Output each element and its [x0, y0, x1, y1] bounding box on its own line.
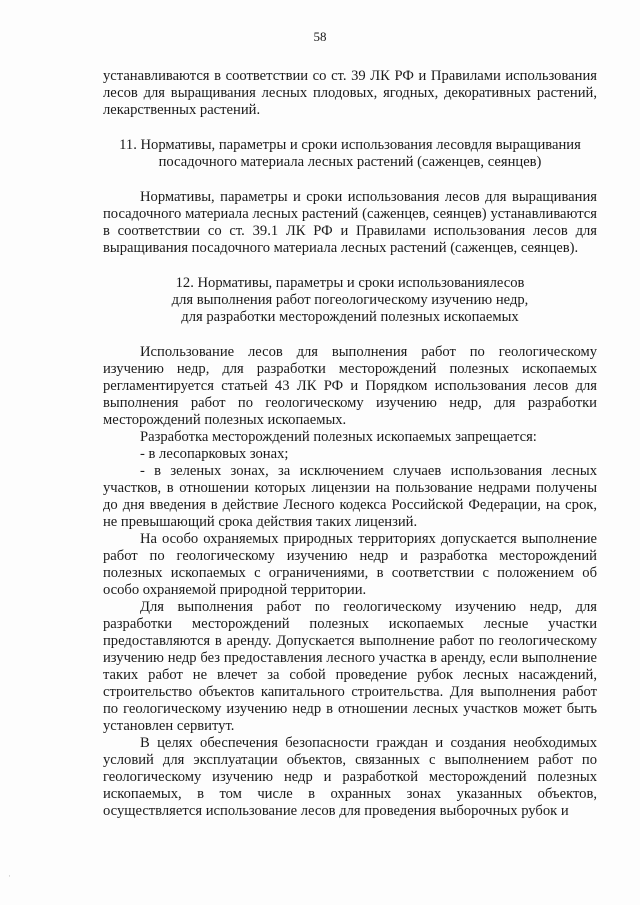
section-11-heading-line-1: 11. Нормативы, параметры и сроки использования лесовдля выращивания: [119, 137, 581, 153]
scan-margin-mark: ·: [8, 871, 11, 881]
section-12-paragraph-5: В целях обеспечения безопасности граждан и создания необходимых условий для эксплуатации объектов, связанных с выполнением работ по геологическому изучению недр и разработкой месторождений полезных ископаемых, в том числе в охранных зонах указанных объектов, осуществляется использование лесов для проведения выборочных рубок и: [103, 735, 597, 819]
page-number: 58: [313, 29, 327, 44]
section-11-heading-line-2: посадочного материала лесных растений (саженцев, сеянцев): [158, 154, 542, 170]
list-item-green-zones: - в зеленых зонах, за исключением случаев использования лесных участков, в отношении которых лицензии на пользование недрами получены до дня введения в действие Лесного кодекса Российской Федерации, на срок, не превышающий срока действия таких лицензий.: [103, 463, 597, 530]
section-12-paragraph-3: На особо охраняемых природных территориях допускается выполнение работ по геологическому изучению недр и разработка месторождений полезных ископаемых с ограничениями, в соответствии с положением об особо охраняемой природной территории.: [103, 531, 597, 598]
page-content: [103, 68, 597, 820]
continuation-paragraph: устанавливаются в соответствии со ст. 39 ЛК РФ и Правилами использования лесов для выращивания лесных плодовых, ягодных, декоративных растений, лекарственных растений.: [103, 68, 597, 118]
list-item-forest-park-zones: - в лесопарковых зонах;: [140, 446, 289, 462]
section-11-paragraph: Нормативы, параметры и сроки использования лесов для выращивания посадочного материала лесных растений (саженцев, сеянцев) устанавливаются в соответствии со ст. 39.1 ЛК РФ и Правилами использования лесов для выращивания посадочного материала лесных растений (саженцев, сеянцев).: [103, 189, 597, 256]
section-12-heading-line-2: для выполнения работ погеологическому изучению недр,: [171, 292, 529, 308]
section-12-paragraph-2: Разработка месторождений полезных ископаемых запрещается:: [140, 429, 537, 445]
section-12-paragraph-1: Использование лесов для выполнения работ по геологическому изучению недр, для разработки месторождений полезных ископаемых регламентируется статьей 43 ЛК РФ и Порядком использования лесов для выполнения работ по геологическому изучению недр, для разработки месторождений полезных ископаемых.: [103, 344, 597, 428]
section-12-heading-line-3: для разработки месторождений полезных ископаемых: [181, 309, 519, 325]
section-12-heading: [103, 275, 597, 326]
section-12-paragraph-4: Для выполнения работ по геологическому изучению недр, для разработки месторождений полезных ископаемых лесные участки предоставляются в аренду. Допускается выполнение работ по геологическому изучению недр без предоставления лесного участка в аренду, если выполнение таких работ не влечет за собой проведение рубок лесных насаждений, строительство объектов капитального строительства. Для выполнения работ по геологическому изучению недр в отношении лесных участков может быть установлен сервитут.: [103, 599, 597, 734]
section-11-heading: [103, 137, 597, 171]
section-12-heading-line-1: 12. Нормативы, параметры и сроки использованиялесов: [175, 275, 525, 291]
